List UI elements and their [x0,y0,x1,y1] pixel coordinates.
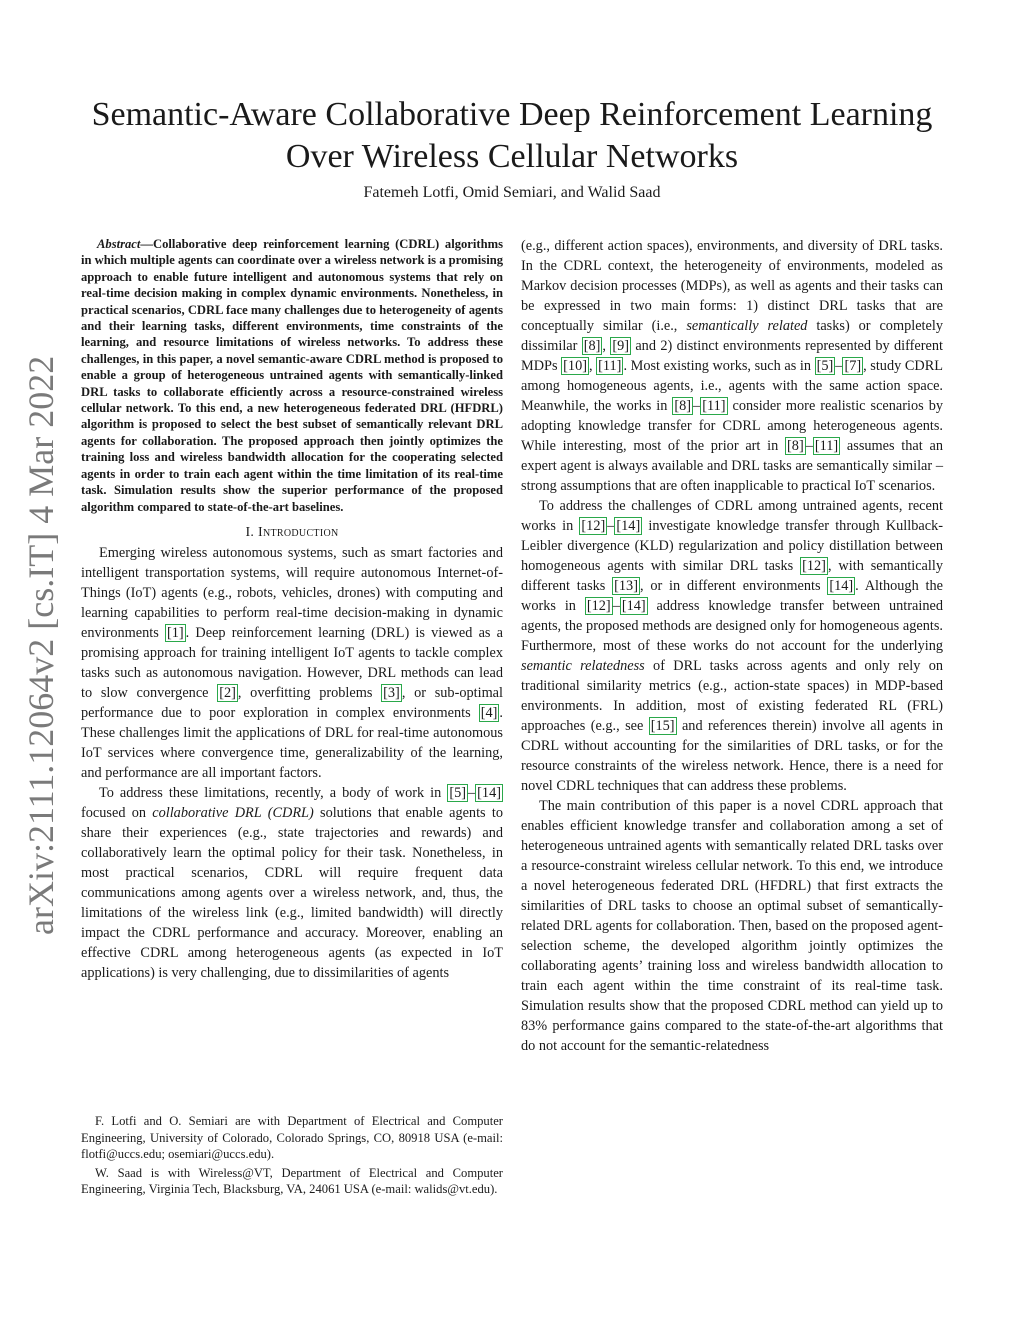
paper-title [60,94,964,178]
citation-link[interactable]: [12] [581,518,606,534]
right-paragraph-1: (e.g., different action spaces), environments, and diversity of DRL tasks. In the CDRL context, the heterogeneity of environments, modeled as Markov decision processes (MDPs), as well as agents and their tasks can be expressed in two main forms: 1) distinct DRL tasks that are conceptually similar (i.e., semantically related tasks) or completely dissimilar [8] , [9] and 2) distinct environments represented by different MDPs [10] , [11] . Most existing works, such as in [5] – [7] , study CDRL among homogeneous agents, i.e., agents with the same action space. Meanwhile, the works in [8] – [11] consider more realistic scenarios by adopting knowledge transfer for CDRL among heterogeneous agents. While interesting, most of the prior art in [8] – [11] assumes that an expert agent is always available and DRL tasks are semantically similar – strong assumptions that are often inapplicable to practical IoT scenarios. [521,238,943,494]
citation-link[interactable]: [14] [616,518,641,534]
abstract [81,236,503,515]
citation-link[interactable]: [10] [563,358,587,374]
citation-link[interactable]: [8] [787,438,804,454]
citation-link[interactable]: [14] [477,784,501,801]
intro-paragraph-2: To address these limitations, recently, a body of work in [5] – [14] focused on collaborative DRL (CDRL) solutions that enable agents to share their experiences (e.g., state trajectories and rewards) and collaboratively learn the optimal policy for their task. Nonetheless, in most practical scenarios, CDRL will require frequent data communications among agents over a wireless network, and, thus, the limitations of the wireless link (e.g., limited bandwidth) will directly impact the CDRL performance and accuracy. Moreover, enabling an effective CDRL among heterogeneous agents (as expected in IoT applications) is very challenging, due to dissimilarities of agents [81,784,503,981]
right-paragraph-3: The main contribution of this paper is a novel CDRL approach that enables efficient knowledge transfer and collaboration among a set of heterogeneous untrained agents with semantically related DRL tasks over a resource-constraint wireless cellular network. To this end, we introduce a novel heterogeneous federated DRL (HFDRL) that first extracts the similarities of DRL tasks to choose an optimal subset of semantically-related DRL agents for collaboration. Then, based on the proposed agent-selection scheme, the developed algorithm jointly optimizes the collaborating agents’ training loss and wireless bandwidth allocation to train each agent within the time constraint of its real-time task. Simulation results show that the proposed CDRL method can yield up to 83% performance gains compared to the state-of-the-art algorithms that do not account for the semantic-relatedness [521,798,943,1054]
citation-link[interactable]: [14] [621,598,646,614]
citation-link[interactable]: [5] [449,784,467,801]
footnotes [81,1113,503,1200]
footnote-2: W. Saad is with Wireless@VT, Department of Electrical and Computer Engineering, Virginia Tech, Blacksburg, VA, 24061 USA (e-mail: walids@vt.edu). [81,1165,503,1197]
citation-link[interactable]: [11] [814,438,839,454]
emphasis-cdrl: collaborative DRL (CDRL) [152,804,314,821]
citation-link[interactable]: [4] [480,704,498,721]
section-heading-introduction: I. Introduction [245,524,339,540]
title-line-2: Over Wireless Cellular Networks [285,138,739,175]
right-paragraph-2: To address the challenges of CDRL among untrained agents, recent works in [12] – [14] investigate knowledge transfer through Kullback-Leibler divergence (KLD) regularization and policy distillation between homogeneous agents with similar DRL tasks [12] , with semantically different tasks [13] , or in different environments [14] . Although the works in [12] – [14] address knowledge transfer between untrained agents, the proposed methods are designed only for homogeneous agents. Furthermore, most of these works do not account for the underlying semantic relatedness of DRL tasks across agents and only rely on traditional similarity metrics (e.g., action-state spaces) in MDP-based environments. In addition, most of existing federated RL (FRL) approaches (e.g., see [15] and references therein) involve all agents in CDRL without accounting for the similarities of DRL tasks, or for the resource constraints of the wireless network. Hence, there is a need for novel CDRL techniques that can address these problems. [521,498,944,794]
citation-link[interactable]: [9] [612,338,629,354]
citation-link[interactable]: [7] [844,358,862,374]
left-column [81,236,503,983]
intro-paragraph-1: Emerging wireless autonomous systems, such as smart factories and intelligent transportation systems, will require autonomous Internet-of-Things (IoT) agents (e.g., robots, vehicles, drones) with computing and learning capabilities to perform real-time decision-making in dynamic environments [1] . Deep reinforcement learning (DRL) is viewed as a promising approach for training intelligent IoT agents to tackle complex tasks such as autonomous navigation. However, DRL methods can lead to slow convergence [2] , overfitting problems [3] , or sub-optimal performance due to poor exploration in complex environments [4] . These challenges limit the applications of DRL for real-time autonomous IoT services where convergence time, generalizability of the learning, and performance are all important factors. [81,544,504,781]
citation-link[interactable]: [11] [598,358,622,374]
abstract-text: —Collaborative deep reinforcement learning (CDRL) algorithms in which multiple agents can coordinate over a wireless network is a promising approach to enable future intelligent and autonomous systems that rely on real-time decision making in complex dynamic environments. Nonetheless, in practical scenarios, CDRL face many challenges due to heterogeneity of agents and their learning tasks, different environments, time constraints of the learning, and resource limitations of wireless networks. To address these challenges, in this paper, a novel semantic-aware CDRL method is proposed to enable a group of heterogeneous untrained agents with semantically-linked DRL tasks to collaborate efficiently across a resource-constrained wireless cellular network. To this end, a new heterogeneous federated DRL (HFDRL) algorithm is proposed to select the best subset of semantically relevant DRL agents for collaboration. The proposed approach then jointly optimizes the training loss and wireless bandwidth allocation for the cooperating selected agents in order to train each agent within the time limitation of its real-time task. Simulation results show the superior performance of the proposed algorithm compared to state-of-the-art baselines. [81,237,503,514]
citation-link[interactable]: [5] [816,358,834,374]
arxiv-stamp: arXiv:2111.12064v2 [cs.IT] 4 Mar 2022 [21,355,61,935]
author-list: Fatemeh Lotfi, Omid Semiari, and Walid Saad [363,184,661,201]
citation-link[interactable]: [8] [674,398,692,414]
citation-link[interactable]: [11] [702,398,726,414]
citation-link[interactable]: [14] [829,578,854,594]
citation-link[interactable]: [13] [614,578,638,594]
citation-link[interactable]: [2] [219,684,236,701]
emphasis-semantically-related: semantically related [686,318,808,334]
citation-link[interactable]: [12] [586,598,611,614]
right-column [521,236,943,1056]
abstract-label: Abstract [97,237,141,251]
citation-link[interactable]: [15] [650,718,675,734]
citation-link[interactable]: [8] [583,338,601,354]
title-line-1: Semantic-Aware Collaborative Deep Reinforcement Learning [91,96,933,133]
citation-link[interactable]: [1] [167,624,184,641]
footnote-1: F. Lotfi and O. Semiari are with Department of Electrical and Computer Engineering, University of Colorado, Colorado Springs, CO, 80918 USA (e-mail: flotfi@uccs.edu; osemiari@uccs.edu). [81,1114,503,1162]
citation-link[interactable]: [12] [802,558,826,574]
citation-link[interactable]: [3] [383,684,400,701]
emphasis-semantic-relatedness: semantic relatedness [521,658,645,674]
